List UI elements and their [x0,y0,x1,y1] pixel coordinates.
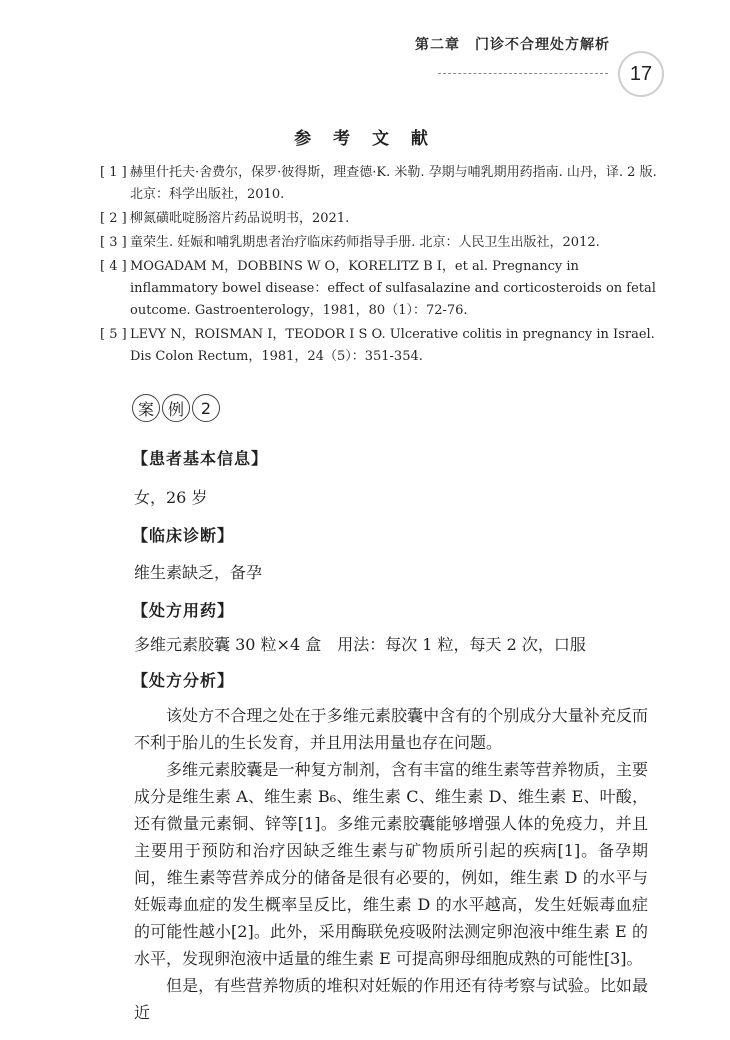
case-title-char: 2 [192,394,220,422]
page-number: 17 [629,62,653,85]
reference-text: MOGADAM M，DOBBINS W O，KORELITZ B I，et al. Pregnancy in inflammatory bowel disease：effect of sulfasalazine and corticosteroids on fetal outcome. Gastroenterology，1981，80（1）：72-76. [130,259,656,318]
reference-text: 童荣生. 妊娠和哺乳期患者治疗临床药师指导手册. 北京：人民卫生出版社，2012. [130,235,600,250]
reference-item [100,162,660,206]
reference-text: LEVY N，ROISMAN I，TEODOR I S O. Ulcerative colitis in pregnancy in Israel. Dis Colon Rectum，1981，24（5）：351-354. [130,327,655,364]
chapter-title: 第二章 门诊不合理处方解析 [415,37,610,53]
analysis-paragraph: 多维元素胶囊是一种复方制剂，含有丰富的维生素等营养物质，主要成分是维生素 A、维生素 B₆、维生素 C、维生素 D、维生素 E、叶酸，还有微量元素铜、锌等[1]。多维元素胶囊能够增强人体的免疫力，并且主要用于预防和治疗因缺乏维生素与矿物质所引起的疾病[1]。备孕期间，维生素等营养成分的储备是很有必要的，例如，维生素 D 的水平与妊娠毒血症的发生概率呈反比，维生素 D 的水平越高，发生妊娠毒血症的可能性越小[2]。此外，采用酶联免疫吸附法测定卵泡液中维生素 E 的水平，发现卵泡液中适量的维生素 E 可提高卵母细胞成熟的可能性[3]。 [134,760,648,968]
reference-number: [ 4 ] [100,259,127,274]
page-number-badge [618,51,664,97]
prescription-label: 【处方用药】 [132,601,235,620]
reference-number: [ 3 ] [100,235,127,250]
reference-item [100,256,660,322]
reference-number: [ 2 ] [100,211,127,226]
reference-number: [ 1 ] [100,165,127,180]
reference-number: [ 5 ] [100,327,127,342]
prescription: 多维元素胶囊 30 粒×4 盒 用法：每次 1 粒，每天 2 次，口服 [134,635,586,654]
analysis-body [134,702,648,1026]
case-title [132,394,220,422]
patient-info: 女，26 岁 [134,488,208,507]
analysis-paragraph: 该处方不合理之处在于多维元素胶囊中含有的个别成分大量补充反而不利于胎儿的生长发育，并且用法用量也存在问题。 [134,706,648,752]
patient-info-label: 【患者基本信息】 [132,449,269,468]
reference-item [100,208,660,230]
header-divider [438,73,608,74]
case-title-char: 例 [162,394,190,422]
diagnosis: 维生素缺乏，备孕 [134,563,263,582]
reference-item [100,232,660,254]
analysis-label: 【处方分析】 [132,671,235,690]
reference-list [100,162,660,370]
reference-item [100,324,660,368]
case-title-char: 案 [132,394,160,422]
reference-text: 赫里什托夫·舍费尔，保罗·彼得斯，理查德·K. 米勒. 孕期与哺乳期用药指南. 山丹，译. 2 版. 北京：科学出版社，2010. [130,165,657,202]
reference-text: 柳氮磺吡啶肠溶片药品说明书，2021. [130,211,350,226]
analysis-paragraph: 但是，有些营养物质的堆积对妊娠的作用还有待考察与试验。比如最近 [134,976,648,1022]
references-heading: 参 考 文 献 [294,129,436,149]
diagnosis-label: 【临床诊断】 [132,526,235,545]
